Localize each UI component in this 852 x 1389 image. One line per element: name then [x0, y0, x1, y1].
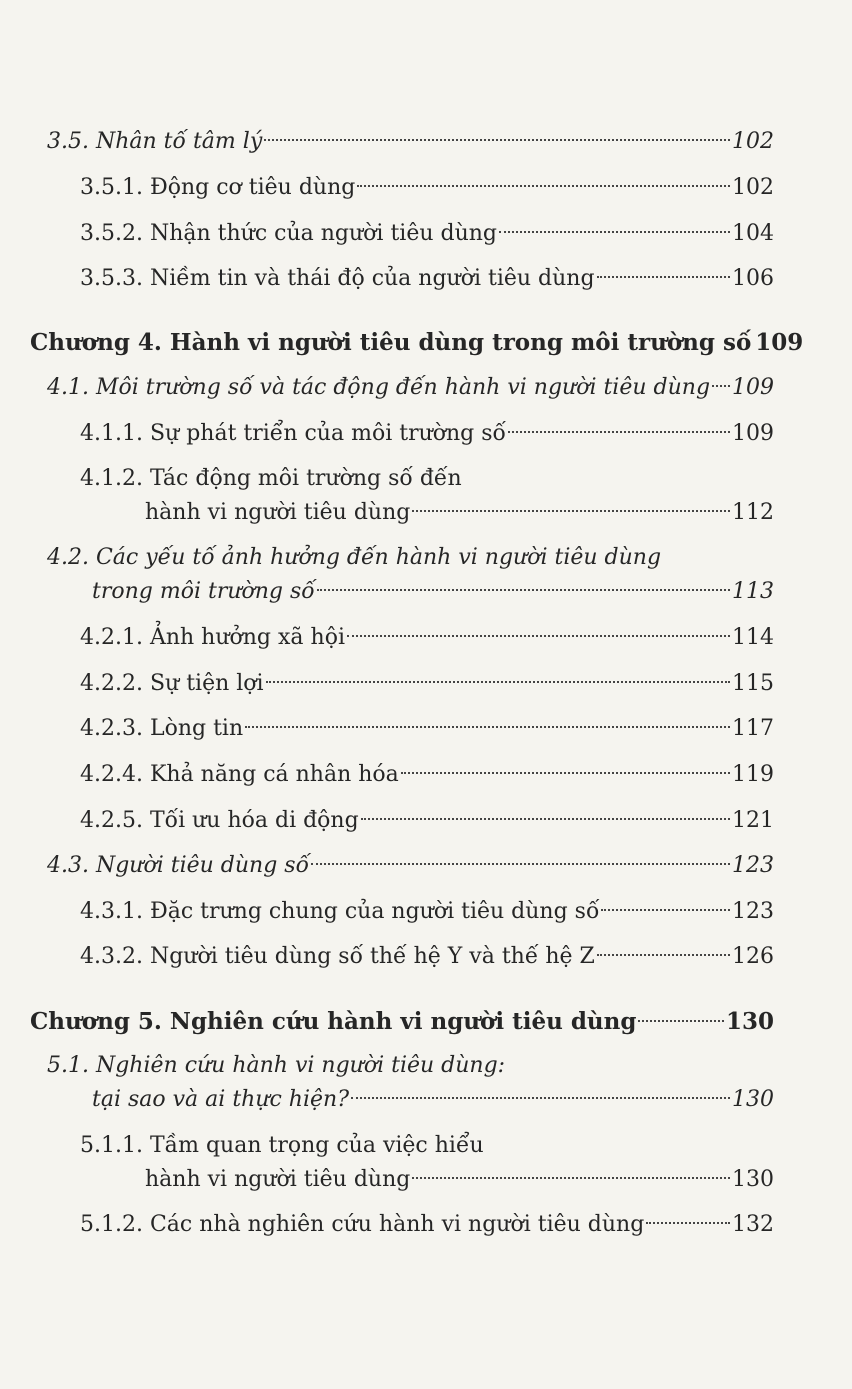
toc-title-line-1: 4.1.2. Tác động môi trường số đến: [80, 466, 462, 491]
toc-leader-dots: [266, 681, 730, 683]
toc-page-number: 114: [732, 625, 774, 650]
toc-title-line-2: hành vi người tiêu dùng: [145, 500, 411, 525]
toc-page-number: 126: [732, 944, 774, 969]
toc-leader-dots: [412, 1177, 730, 1179]
toc-page-number: 104: [732, 221, 774, 246]
toc-leader-dots: [499, 231, 730, 233]
toc-page-number: 102: [732, 129, 774, 154]
toc-entry-5-1-1[interactable]: [145, 1164, 774, 1196]
toc-title: 4.3. Người tiêu dùng số: [47, 853, 310, 878]
toc-page-number: 130: [732, 1167, 774, 1192]
toc-page-number: 121: [732, 808, 774, 833]
toc-entry-4-2-5[interactable]: [80, 805, 774, 837]
toc-page-number: 132: [732, 1212, 774, 1237]
toc-leader-dots: [264, 139, 730, 141]
toc-leader-dots: [638, 1020, 724, 1022]
toc-page-number: 102: [732, 175, 774, 200]
toc-title: 4.2.3. Lòng tin: [80, 716, 244, 741]
toc-title: 4.2.4. Khả năng cá nhân hóa: [80, 762, 399, 787]
toc-page-number: 106: [732, 266, 774, 291]
toc-leader-dots: [245, 726, 730, 728]
toc-title: 5.1.2. Các nhà nghiên cứu hành vi người tiêu dùng: [80, 1212, 645, 1237]
toc-leader-dots: [347, 635, 730, 637]
toc-page-number: 123: [732, 853, 774, 878]
toc-page-number: 115: [732, 671, 774, 696]
toc-entry-4-1-1[interactable]: [80, 418, 774, 450]
toc-entry-3-5-1[interactable]: [80, 172, 774, 204]
toc-entry-4-2-1[interactable]: [80, 622, 774, 654]
toc-title-line-2: trong môi trường số: [92, 579, 315, 604]
toc-title: 4.2.1. Ảnh hưởng xã hội: [80, 625, 345, 650]
toc-title: Chương 5. Nghiên cứu hành vi người tiêu dùng: [30, 1008, 637, 1035]
toc-page-number: 130: [725, 1008, 774, 1035]
toc-entry-4-3-2[interactable]: [80, 941, 774, 973]
toc-entry-5-1-2[interactable]: [80, 1209, 774, 1241]
toc-title: 4.1. Môi trường số và tác động đến hành vi người tiêu dùng: [47, 375, 711, 400]
toc-leader-dots: [401, 772, 730, 774]
toc-entry-chapter-4[interactable]: [30, 327, 804, 359]
toc-leader-dots: [508, 431, 730, 433]
toc-page-number: 117: [732, 716, 774, 741]
toc-leader-dots: [597, 276, 730, 278]
toc-entry-4-2-2[interactable]: [80, 668, 774, 700]
toc-entry-4-2-3[interactable]: [80, 713, 774, 745]
toc-entry-3-5-2[interactable]: [80, 218, 774, 250]
toc-entry-4-3[interactable]: [47, 850, 774, 882]
toc-page-number: 123: [732, 899, 774, 924]
toc-page-number: 109: [732, 421, 774, 446]
toc-entry-4-2[interactable]: [92, 576, 774, 608]
toc-entry-4-2-4[interactable]: [80, 759, 774, 791]
toc-title: Chương 4. Hành vi người tiêu dùng trong môi trường số: [30, 329, 752, 356]
toc-title-line-1: 5.1.1. Tầm quan trọng của việc hiểu: [80, 1133, 484, 1158]
toc-title-line-2: hành vi người tiêu dùng: [145, 1167, 411, 1192]
toc-entry-4-1[interactable]: [47, 372, 774, 404]
toc-title: 4.3.2. Người tiêu dùng số thế hệ Y và thế hệ Z: [80, 944, 595, 969]
toc-title: 4.2.2. Sự tiện lợi: [80, 671, 264, 696]
toc-leader-dots: [317, 589, 730, 591]
toc-title: 4.2.5. Tối ưu hóa di động: [80, 808, 359, 833]
toc-title: 3.5.2. Nhận thức của người tiêu dùng: [80, 221, 498, 246]
toc-page-number: 112: [732, 500, 774, 525]
toc-title: 4.3.1. Đặc trưng chung của người tiêu dùng số: [80, 899, 600, 924]
toc-entry-5-1[interactable]: [92, 1084, 774, 1116]
toc-page-number: 109: [732, 375, 774, 400]
toc-page-number: 109: [755, 329, 804, 356]
toc-title-line-1: 4.2. Các yếu tố ảnh hưởng đến hành vi người tiêu dùng: [47, 545, 662, 570]
toc-leader-dots: [311, 863, 730, 865]
toc-title: 4.1.1. Sự phát triển của môi trường số: [80, 421, 506, 446]
toc-entry-4-3-1[interactable]: [80, 896, 774, 928]
toc-page-number: 130: [732, 1087, 774, 1112]
toc-entry-4-1-2[interactable]: [145, 497, 774, 529]
toc-title-line-2: tại sao và ai thực hiện?: [92, 1087, 349, 1112]
toc-entry-3-5[interactable]: [47, 126, 774, 158]
toc-title-line-1: 5.1. Nghiên cứu hành vi người tiêu dùng:: [47, 1053, 506, 1078]
toc-title: 3.5. Nhân tố tâm lý: [47, 129, 263, 154]
toc-title: 3.5.3. Niềm tin và thái độ của người tiêu dùng: [80, 266, 595, 291]
toc-leader-dots: [357, 185, 730, 187]
toc-leader-dots: [412, 510, 730, 512]
toc-entry-chapter-5[interactable]: [30, 1006, 774, 1038]
toc-leader-dots: [712, 385, 730, 387]
toc-leader-dots: [351, 1097, 730, 1099]
toc-leader-dots: [361, 818, 730, 820]
toc-leader-dots: [601, 909, 730, 911]
toc-page-number: 119: [732, 762, 774, 787]
toc-leader-dots: [646, 1222, 730, 1224]
toc-page-number: 113: [732, 579, 774, 604]
toc-entry-3-5-3[interactable]: [80, 263, 774, 295]
toc-title: 3.5.1. Động cơ tiêu dùng: [80, 175, 356, 200]
toc-leader-dots: [597, 954, 730, 956]
